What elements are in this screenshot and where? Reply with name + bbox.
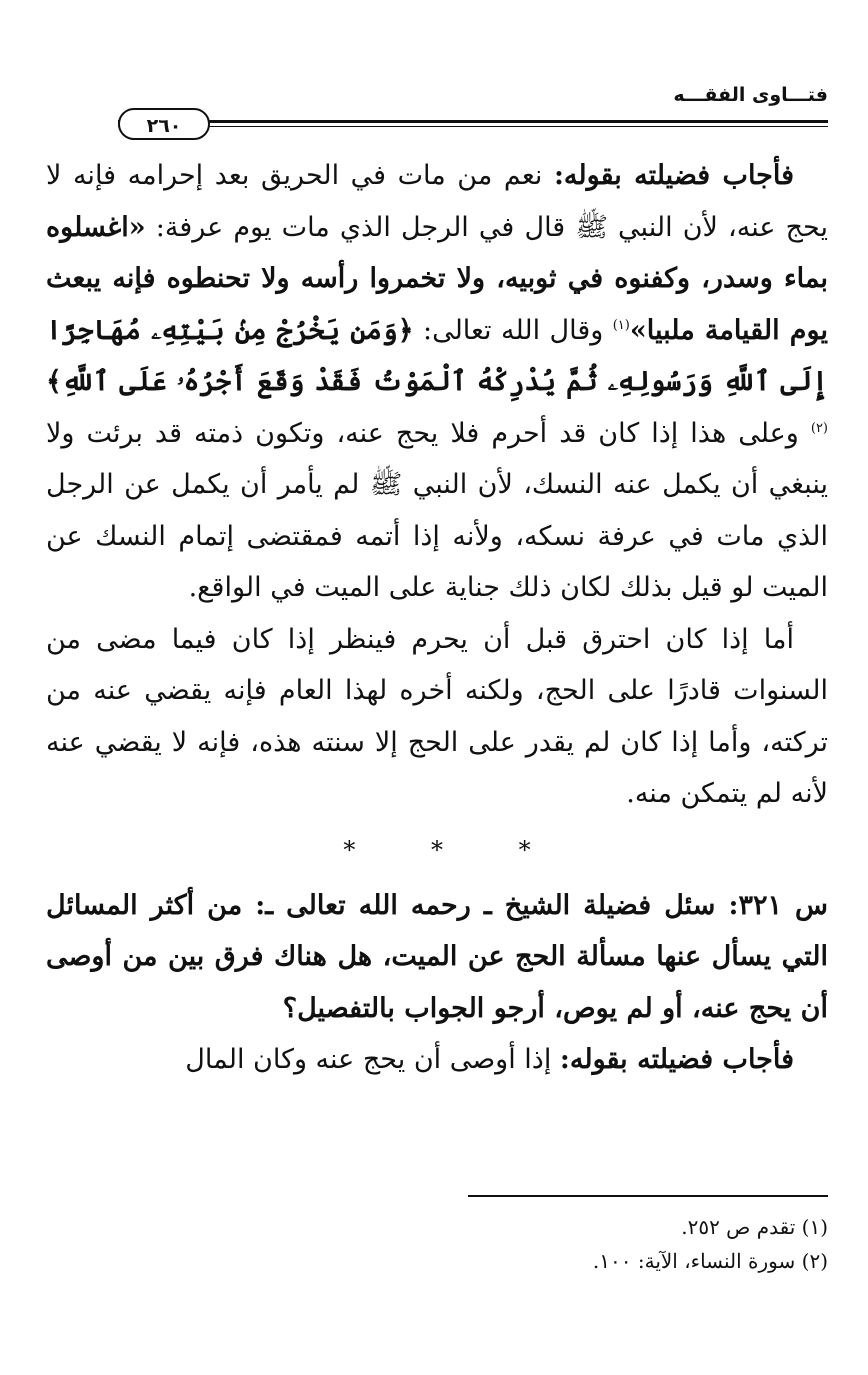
answer-lead: فأجاب فضيلته بقوله:	[559, 1044, 794, 1075]
footnote-2: (٢) سورة النساء، الآية: ١٠٠.	[592, 1249, 828, 1273]
hadith-quote: «اغسلوه بماء وسدر، وكفنوه في ثوبيه، ولا تخمروا رأسه ولا تحنطوه فإنه يبعث يوم القيامة ملبيا»	[46, 211, 828, 346]
footnote-ref-2: (٢)	[810, 420, 828, 436]
page-number: ٢٦٠	[118, 108, 210, 140]
quran-verse: ﴿وَمَن يَخْرُجْ مِنۢ بَيْتِهِۦ مُهَاجِرًا إِلَى ٱللَّهِ وَرَسُولِهِۦ ثُمَّ يُدْرِكْهُ ٱلْمَوْتُ فَقَدْ وَقَعَ أَجْرُهُۥ عَلَى ٱللَّهِ﴾	[46, 314, 828, 397]
paragraph-text: وعلى هذا إذا كان قد أحرم فلا يحج عنه، وتكون ذمته قد برئت ولا ينبغي أن يكمل عنه النسك، لأن النبي ﷺ لم يأمر أن يكمل عن الرجل الذي مات في عرفة نسكه، ولأنه إذا أتمه فمقتضى إتمام النسك عن الميت لو قيل بذلك لكان ذلك جناية على الميت في الواقع.	[46, 417, 828, 603]
page-body	[46, 150, 828, 1086]
answer-paragraph-1	[46, 150, 828, 614]
header-rule-thick	[118, 120, 828, 123]
footnotes	[300, 1210, 828, 1278]
paragraph-text: وقال الله تعالى:	[413, 314, 613, 346]
section-separator: * * *	[343, 835, 565, 864]
page-header	[118, 80, 828, 140]
answer-lead: فأجاب فضيلته بقوله:	[553, 160, 794, 191]
footnote-rule	[468, 1195, 828, 1197]
running-title: فتـــاوى الفقـــه	[673, 84, 828, 106]
answer-paragraph-3	[46, 1034, 828, 1086]
paragraph-text: إذا أوصى أن يحج عنه وكان المال	[185, 1044, 560, 1075]
paragraph-text: نعم من مات في الحريق بعد إحرامه فإنه لا يحج عنه، لأن النبي ﷺ قال في الرجل الذي مات يوم عرفة:	[46, 160, 828, 243]
footnote-ref-1: (١)	[612, 317, 630, 333]
question-paragraph: س ٣٢١: سئل فضيلة الشيخ ـ رحمه الله تعالى ـ: من أكثر المسائل التي يسأل عنها مسألة الحج عن الميت، هل هناك فرق بين من أوصى أن يحج عنه، أو لم يوص، أرجو الجواب بالتفصيل؟	[46, 889, 828, 1024]
footnote-1: (١) تقدم ص ٢٥٢.	[681, 1215, 828, 1239]
header-rule-thin	[118, 126, 828, 127]
answer-paragraph-2: أما إذا كان احترق قبل أن يحرم فينظر إذا كان فيما مضى من السنوات قادرًا على الحج، ولكنه أخره لهذا العام فإنه يقضي عنه من تركته، وأما إذا كان لم يقدر على الحج إلا سنته هذه، فإنه لا يقضي عنه لأنه لم يتمكن منه.	[46, 623, 828, 809]
